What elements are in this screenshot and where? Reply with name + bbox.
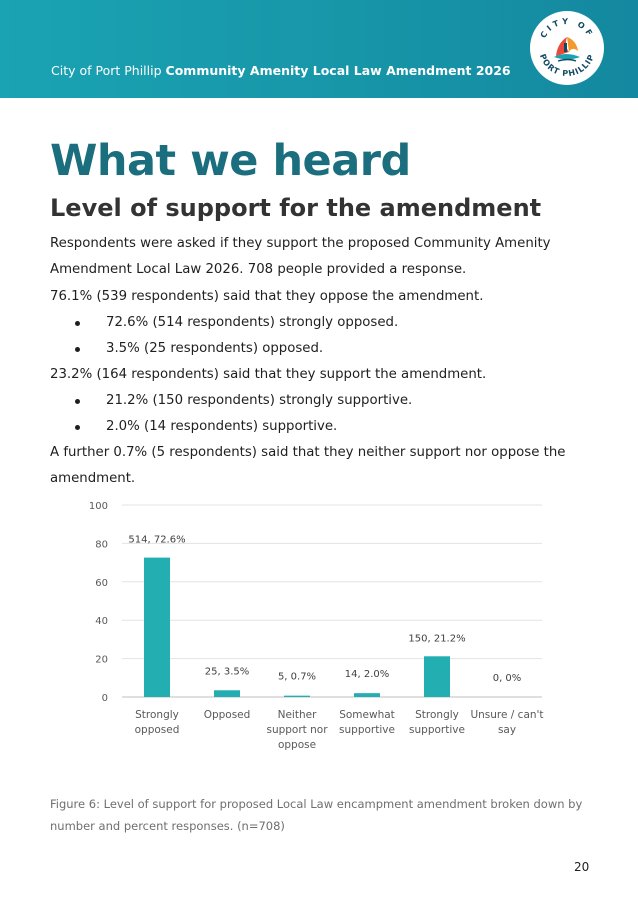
list-item: 21.2% (150 respondents) strongly supportive.	[50, 388, 570, 414]
x-tick-label: Somewhat	[339, 709, 395, 721]
support-bar-chart	[80, 490, 560, 762]
chart-bar	[424, 656, 450, 697]
data-label: 14, 2.0%	[344, 669, 390, 681]
data-label: 514, 72.6%	[128, 534, 186, 546]
data-label: 5, 0.7%	[277, 671, 317, 683]
y-tick-label: 60	[95, 577, 108, 589]
logo-top-text: CITY OF	[538, 16, 596, 40]
logo-bottom-text: PORT PHILLIP	[537, 52, 597, 79]
page-title: What we heard	[50, 136, 411, 186]
y-tick-label: 0	[101, 693, 108, 704]
header-title	[51, 63, 511, 78]
intro-paragraph: Respondents were asked if they support the proposed Community Amenity Amendment Local Law 2026. 708 people provided a response.	[50, 236, 551, 277]
header-org: City of Port Phillip	[51, 63, 162, 78]
data-label: 150, 21.2%	[408, 633, 466, 645]
page-header	[0, 0, 638, 98]
x-tick-label: opposed	[134, 724, 180, 736]
list-item: 2.0% (14 respondents) supportive.	[50, 414, 570, 440]
chart-bar	[214, 690, 240, 697]
figure-caption: Figure 6: Level of support for proposed Local Law encampment amendment broken down by number and percent responses. (n=708)	[50, 797, 583, 833]
support-paragraph: 23.2% (164 respondents) said that they support the amendment.	[50, 367, 487, 382]
data-label: 0, 0%	[492, 673, 522, 684]
oppose-paragraph: 76.1% (539 respondents) said that they oppose the amendment.	[50, 289, 484, 304]
x-tick-label: oppose	[277, 739, 317, 751]
x-tick-label: supportive	[409, 724, 465, 736]
neither-paragraph: A further 0.7% (5 respondents) said that they neither support nor oppose the amendment.	[50, 445, 566, 486]
x-tick-label: supportive	[339, 724, 395, 736]
chart-bar	[144, 558, 170, 697]
x-tick-label: Strongly	[135, 709, 179, 721]
y-tick-label: 20	[95, 654, 108, 666]
page-number: 20	[574, 860, 590, 874]
section-subtitle: Level of support for the amendment	[50, 194, 542, 222]
list-item: 3.5% (25 respondents) opposed.	[50, 336, 570, 362]
x-tick-label: support nor	[266, 724, 328, 736]
x-tick-label: Neither	[277, 709, 317, 721]
chart-bar	[284, 696, 310, 697]
x-tick-label: Strongly	[415, 709, 459, 721]
y-tick-label: 100	[88, 501, 108, 512]
support-bullet-list	[50, 388, 570, 440]
x-tick-label: say	[497, 724, 517, 736]
y-tick-label: 80	[95, 539, 108, 551]
chart-bar	[354, 693, 380, 697]
city-seal-icon	[529, 10, 605, 86]
list-item: 72.6% (514 respondents) strongly opposed.	[50, 310, 570, 336]
y-tick-label: 40	[95, 616, 108, 628]
oppose-bullet-list	[50, 310, 570, 362]
x-tick-label: Unsure / can't	[470, 709, 544, 721]
data-label: 25, 3.5%	[204, 666, 250, 678]
x-tick-label: Opposed	[203, 709, 251, 721]
header-project: Community Amenity Local Law Amendment 2026	[165, 63, 511, 78]
